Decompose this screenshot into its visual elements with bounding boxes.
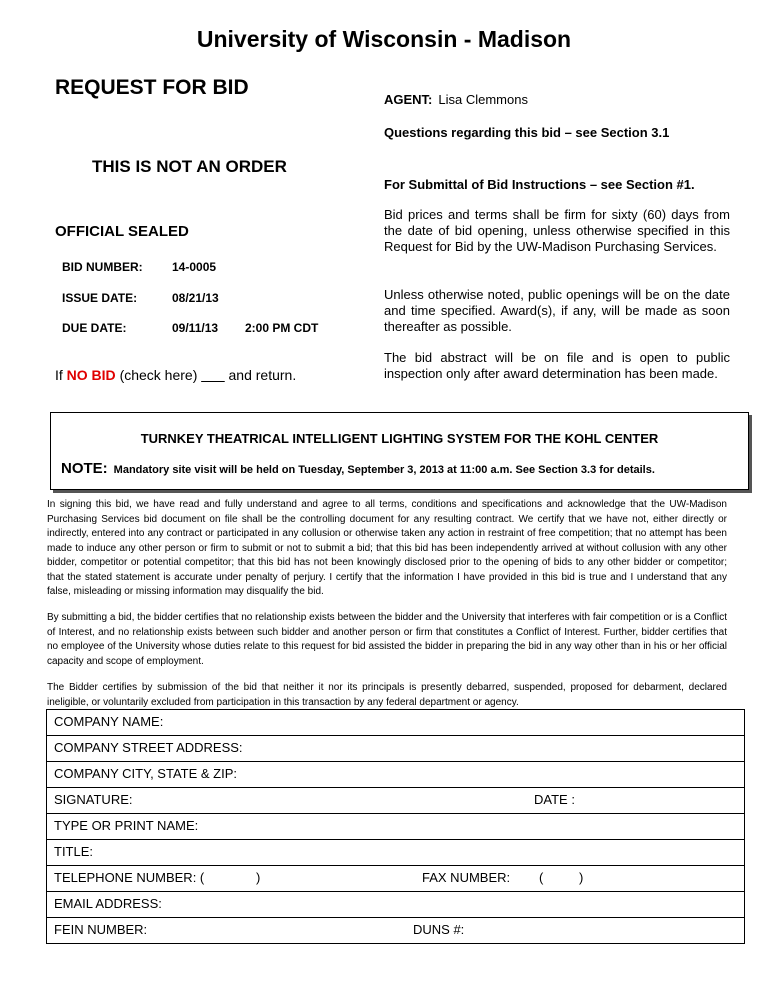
telephone-label: TELEPHONE NUMBER: ( <box>54 870 205 885</box>
signature-label: SIGNATURE: <box>54 792 133 807</box>
agent-line <box>384 92 528 107</box>
agent-label: AGENT: <box>384 92 433 107</box>
email-label: EMAIL ADDRESS: <box>54 896 162 911</box>
document-title: REQUEST FOR BID <box>55 76 249 99</box>
city-state-zip-label: COMPANY CITY, STATE & ZIP: <box>54 766 237 781</box>
legal-paragraph-signing: In signing this bid, we have read and fully understand and agree to all terms, conditions and specifications and acknowledge that the UW-Madison Purchasing Services bid document on file shall be the controlling document for any resulting contract. We certify that we have not, either directly or indirectly, entered into any contract or participated in any collusion or otherwise taken any action in restraint of free competition; that no attempt has been made to induce any other person or firm to submit or not to submit a bid; that this bid has been independently arrived at without collusion with any other bidder, competitor or potential competitor; that this bid has not been knowingly disclosed prior to the opening of bids to any other bidder or competitor; that the stated statement is accurate under penalty of perjury. I certify that the information I have provided in this bid is true and I understand that any false, misleading or missing information may disqualify the bid. <box>47 499 727 597</box>
issue-date-label: ISSUE DATE: <box>62 291 138 305</box>
due-date-row <box>62 321 218 335</box>
legal-paragraph-debarment: The Bidder certifies by submission of the bid that neither it nor its principals is presently debarred, suspended, proposed for debarment, declared ineligible, or voluntarily excluded from participation in this transaction by any federal department or agency. <box>47 682 727 708</box>
no-bid-checkbox[interactable]: ___ <box>201 367 225 383</box>
print-name-field[interactable] <box>47 814 744 840</box>
no-bid-label: NO BID <box>66 367 116 383</box>
fein-duns-field[interactable] <box>47 918 744 943</box>
no-bid-prefix: If <box>55 367 63 383</box>
issue-date-row <box>62 291 219 305</box>
agent-name: Lisa Clemmons <box>438 92 528 107</box>
not-order-heading: THIS IS NOT AN ORDER <box>92 157 287 176</box>
bid-title-box <box>50 412 749 490</box>
fein-label: FEIN NUMBER: <box>54 922 148 937</box>
bid-title: TURNKEY THEATRICAL INTELLIGENT LIGHTING SYSTEM FOR THE KOHL CENTER <box>140 431 659 446</box>
street-address-field[interactable] <box>47 736 744 762</box>
public-openings-paragraph: Unless otherwise noted, public openings will be on the date and time specified. Award(s), if any, will be made as soon thereafter as possible. <box>384 287 730 334</box>
note-label: NOTE: <box>61 460 108 477</box>
bidder-info-form <box>46 709 745 944</box>
fax-close-paren: ) <box>579 870 584 885</box>
title-field[interactable] <box>47 840 744 866</box>
email-field[interactable] <box>47 892 744 918</box>
no-bid-middle: (check here) <box>119 367 198 383</box>
bid-number-value: 14-0005 <box>172 260 217 274</box>
issue-date-value: 08/21/13 <box>172 291 219 305</box>
telephone-close-paren: ) <box>256 870 261 885</box>
questions-note: Questions regarding this bid – see Section 3.1 <box>384 125 670 140</box>
company-name-field[interactable] <box>47 710 744 736</box>
bid-number-label: BID NUMBER: <box>62 260 143 274</box>
firm-prices-paragraph: Bid prices and terms shall be firm for sixty (60) days from the date of bid opening, unless otherwise specified in this Request for Bid by the UW-Madison Purchasing Services. <box>384 207 730 254</box>
legal-paragraph-conflict: By submitting a bid, the bidder certifies that no relationship exists between the bidder and the University that interferes with fair competition or is a Conflict of Interest, and no relationship exists between such bidder and another person or firm that constitutes a Conflict of Interest. Further, bidder certifies that no employee of the University whose duties relate to this request for bid assisted the bidder in preparing the bid in any way other than in his or her official capacity and scope of employment. <box>47 612 727 667</box>
official-sealed-heading: OFFICIAL SEALED <box>55 223 189 240</box>
fax-open-paren: ( <box>539 870 544 885</box>
street-address-label: COMPANY STREET ADDRESS: <box>54 740 243 755</box>
bid-number-row <box>62 260 216 274</box>
date-label: DATE : <box>534 792 575 807</box>
print-name-label: TYPE OR PRINT NAME: <box>54 818 199 833</box>
city-state-zip-field[interactable] <box>47 762 744 788</box>
site-visit-note <box>61 460 655 477</box>
university-title: University of Wisconsin - Madison <box>196 26 572 52</box>
fax-label: FAX NUMBER: <box>422 870 511 885</box>
due-date-label: DUE DATE: <box>62 321 127 335</box>
no-bid-suffix: and return. <box>228 367 297 383</box>
duns-label: DUNS #: <box>413 922 465 937</box>
due-date-value: 09/11/13 <box>172 321 219 335</box>
due-time-value: 2:00 PM CDT <box>245 321 319 335</box>
signature-field[interactable] <box>47 788 744 814</box>
note-text: Mandatory site visit will be held on Tuesday, September 3, 2013 at 11:00 a.m. See Section 3.3 for details. <box>113 464 655 476</box>
company-name-label: COMPANY NAME: <box>54 714 164 729</box>
submittal-note: For Submittal of Bid Instructions – see Section #1. <box>384 177 695 192</box>
title-label: TITLE: <box>54 844 94 859</box>
phone-fax-field[interactable] <box>47 866 744 892</box>
bid-abstract-paragraph: The bid abstract will be on file and is open to public inspection only after award determination has been made. <box>384 350 730 381</box>
no-bid-line <box>55 367 296 383</box>
